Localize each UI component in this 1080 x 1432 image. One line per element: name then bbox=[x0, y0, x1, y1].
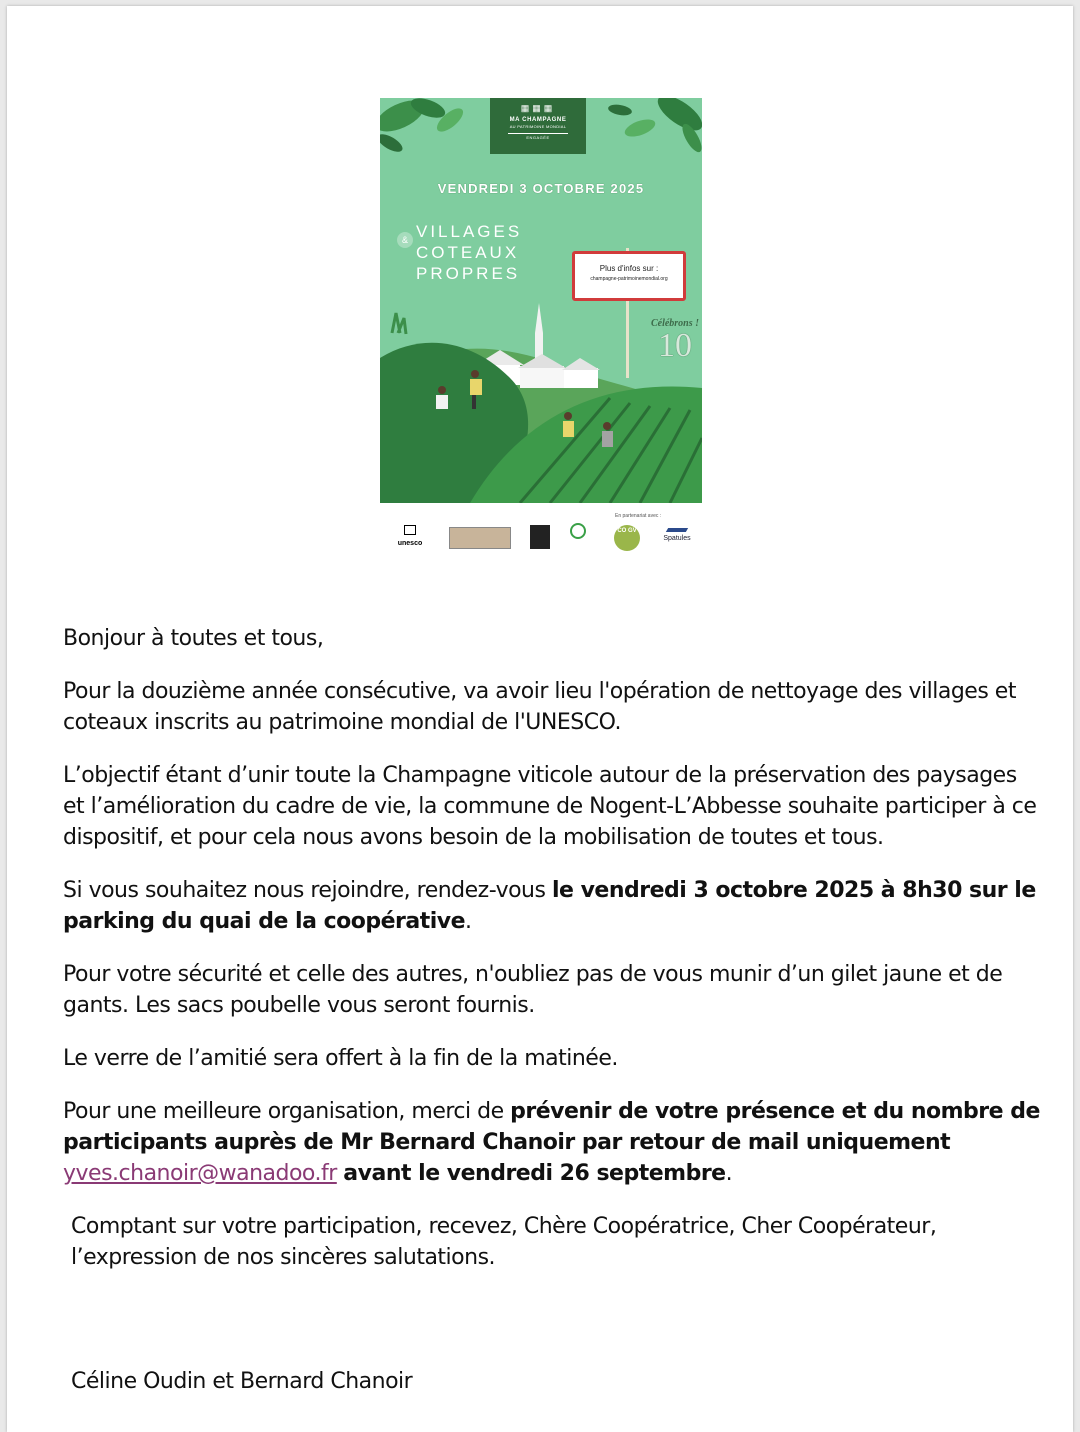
anniversary-number: 10 bbox=[658, 327, 692, 364]
green-circle-logo bbox=[570, 523, 586, 547]
document-page bbox=[7, 6, 1073, 1432]
poster-title-line-1: VILLAGES bbox=[416, 222, 523, 241]
crest-logo bbox=[530, 525, 550, 549]
info-sign-label: Plus d'infos sur : bbox=[599, 264, 659, 273]
brand-line-3: ENGAGÉE bbox=[508, 133, 568, 140]
paragraph-2: L’objectif étant d’unir toute la Champagne viticole autour de la préservation des paysages et l’amélioration du cadre de vie, la commune de Nogent-L’Abbesse souhaite participer à ce dispositif, et pour cela nous avons besoin de la mobilisation de toutes et tous. bbox=[63, 763, 1037, 850]
landscape-photo-logo bbox=[449, 527, 511, 549]
anniversary-badge bbox=[650, 318, 700, 363]
greeting: Bonjour à toutes et tous, bbox=[63, 626, 324, 651]
spatules-swoosh-icon bbox=[666, 528, 688, 532]
spatules-logo bbox=[655, 528, 699, 542]
poster-title-line-3: PROPRES bbox=[416, 264, 521, 283]
paragraph-6 bbox=[63, 1096, 1043, 1189]
unesco-label: unesco bbox=[397, 540, 423, 547]
paragraph-5: Le verre de l’amitié sera offert à la fin de la matinée. bbox=[63, 1046, 618, 1071]
anniversary-script: Célébrons ! bbox=[650, 318, 700, 329]
rdv-details: le vendredi 3 octobre 2025 à 8h30 sur le parking du quai de la coopérative bbox=[63, 878, 1036, 934]
paragraph-4: Pour votre sécurité et celle des autres, n'oubliez pas de vous munir d’un gilet jaune et de gants. Les sacs poubelle vous seront fournis. bbox=[63, 962, 1003, 1018]
unesco-logo bbox=[393, 522, 427, 547]
spatules-label: Spatules bbox=[663, 535, 691, 542]
poster-ampersand: & bbox=[397, 232, 413, 248]
unesco-temple-icon bbox=[404, 525, 416, 535]
poster-date: VENDREDI 3 OCTOBRE 2025 bbox=[437, 181, 645, 196]
brand-line-1: MA CHAMPAGNE bbox=[509, 117, 567, 123]
registration-deadline: avant le vendredi 26 septembre bbox=[343, 1161, 726, 1186]
partners-label: En partenariat avec : bbox=[615, 513, 662, 519]
signature: Céline Oudin et Bernard Chanoir bbox=[71, 1369, 413, 1394]
poster-brand-badge bbox=[490, 98, 586, 154]
partner-logos bbox=[387, 514, 707, 554]
registration-intro: Pour une meilleure organisation, merci de bbox=[63, 1099, 511, 1124]
poster-title-line-2: COTEAUX bbox=[416, 243, 520, 262]
brand-line-2: AU PATRIMOINE MONDIAL bbox=[509, 124, 567, 129]
poster-info-sign bbox=[572, 251, 686, 301]
brand-icons: ▦▦▦ bbox=[520, 103, 556, 113]
letter-body bbox=[63, 623, 1043, 1295]
rdv-period: . bbox=[465, 909, 472, 934]
paragraph-3 bbox=[63, 875, 1043, 937]
rdv-intro: Si vous souhaitez nous rejoindre, rendez-vous bbox=[63, 878, 552, 903]
info-sign-url: champagne-patrimoinemondial.org bbox=[590, 276, 668, 282]
poster-title bbox=[416, 221, 522, 284]
paragraph-7: Comptant sur votre participation, recevez, Chère Coopératrice, Cher Coopérateur, l’expression de nos sincères salutations. bbox=[71, 1214, 937, 1270]
event-poster bbox=[380, 98, 702, 503]
cogv-logo: CO GV bbox=[614, 525, 640, 551]
paragraph-1: Pour la douzième année consécutive, va avoir lieu l'opération de nettoyage des villages et coteaux inscrits au patrimoine mondial de l'UNESCO. bbox=[63, 679, 1016, 735]
registration-details: prévenir de votre présence et du nombre de participants auprès de Mr Bernard Chanoir par retour de mail uniquement bbox=[63, 1099, 1040, 1155]
email-link[interactable]: yves.chanoir@wanadoo.fr bbox=[63, 1161, 337, 1186]
registration-period: . bbox=[725, 1161, 733, 1186]
